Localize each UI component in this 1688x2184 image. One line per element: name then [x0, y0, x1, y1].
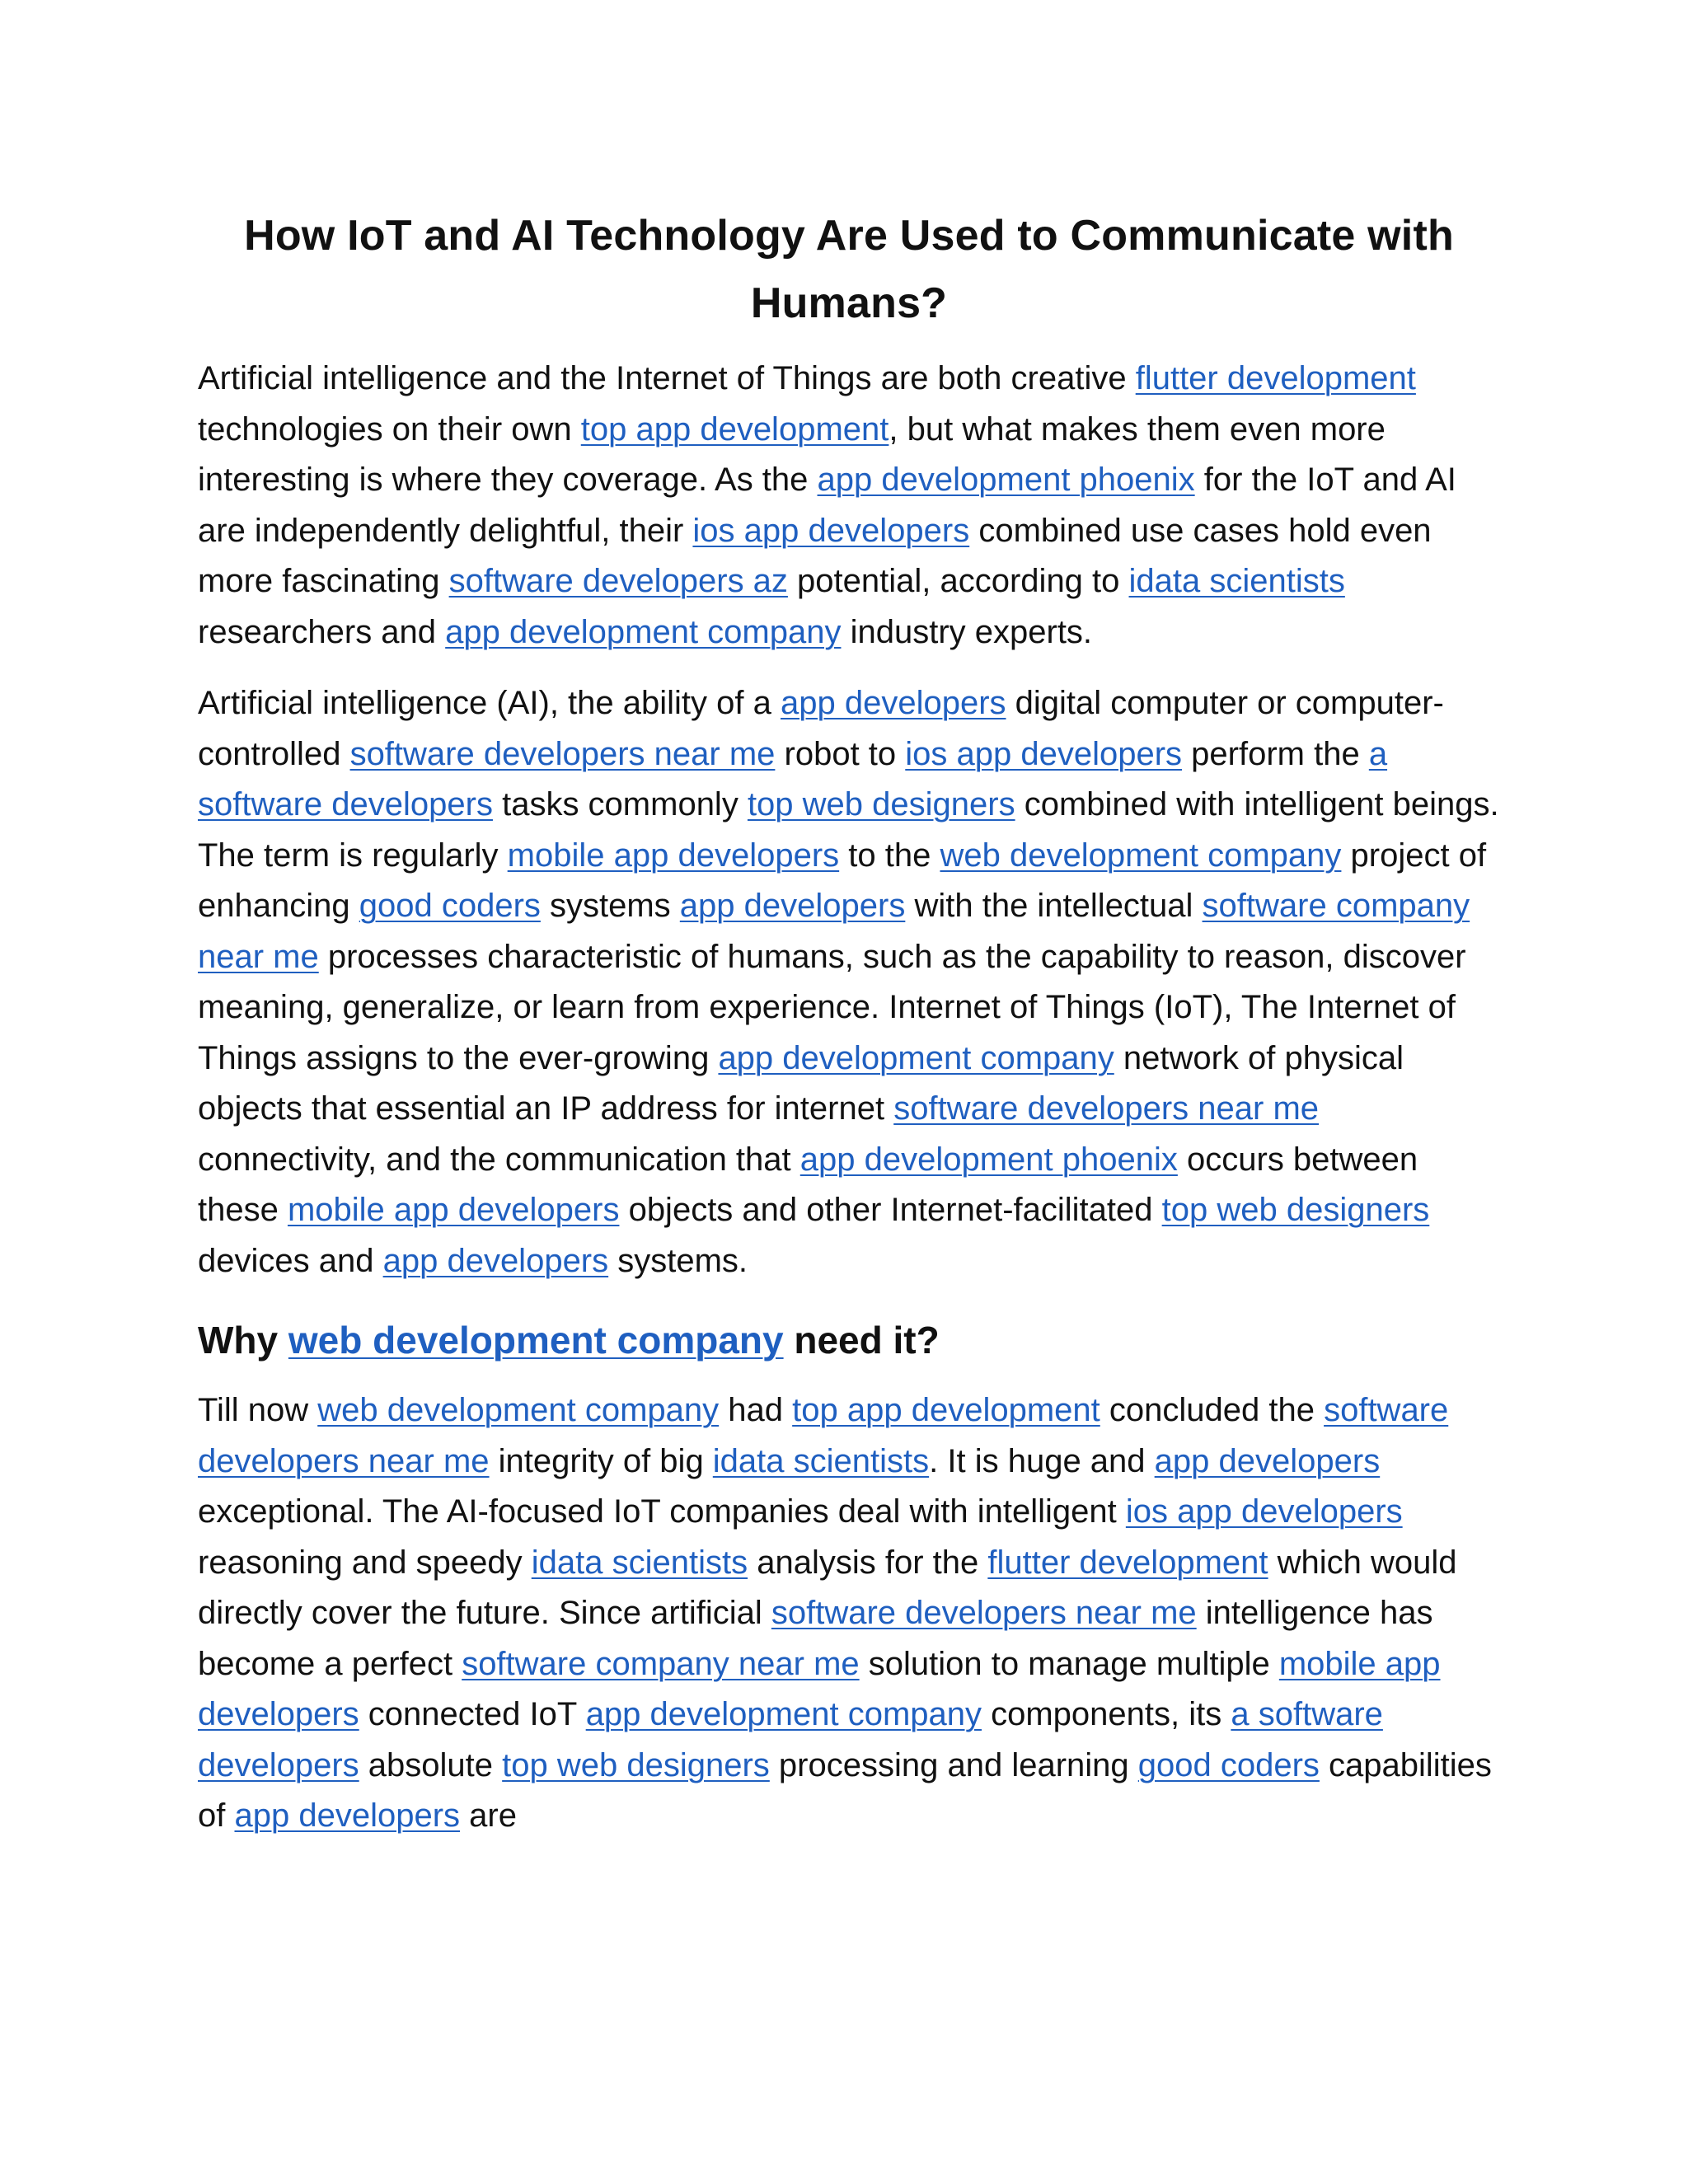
text-run: Artificial intelligence and the Internet of Things are both creative: [198, 360, 1136, 396]
inline-link[interactable]: software developers near me: [349, 735, 776, 772]
inline-link[interactable]: software company near me: [198, 888, 1470, 975]
text-run: researchers and: [198, 613, 446, 650]
text-run: connected IoT: [359, 1696, 586, 1732]
inline-link[interactable]: app developers: [382, 1242, 609, 1279]
paragraph-definitions: [198, 678, 1500, 1286]
text-run: combined use cases hold even more fascinating: [198, 512, 1432, 599]
inline-link[interactable]: software developers near me: [893, 1090, 1320, 1127]
inline-link[interactable]: app developers: [234, 1797, 461, 1834]
inline-link[interactable]: software developers az: [448, 563, 788, 599]
inline-link[interactable]: app development company: [585, 1696, 982, 1732]
text-run: . It is huge and: [929, 1442, 1155, 1479]
text-run: technologies on their own: [198, 410, 581, 448]
text-run: concluded the: [1100, 1392, 1325, 1428]
inline-link[interactable]: web development company: [317, 1392, 720, 1428]
text-run: had: [719, 1392, 793, 1428]
text-run: intelligence has become a perfect: [198, 1595, 1433, 1682]
paragraph-intro: [198, 354, 1500, 658]
text-run: , but what makes them even more interesting is where they coverage. As the: [198, 410, 1386, 498]
inline-link[interactable]: mobile app developers: [287, 1192, 620, 1228]
inline-link[interactable]: app development phoenix: [799, 1141, 1178, 1178]
text-run: industry experts.: [841, 613, 1093, 650]
text-run: integrity of big: [489, 1442, 713, 1479]
text-run: connectivity, and the communication that: [198, 1141, 800, 1178]
document-page: [198, 0, 1500, 1842]
inline-link[interactable]: mobile app developers: [507, 837, 840, 874]
inline-link[interactable]: ios app developers: [1125, 1493, 1403, 1530]
inline-link[interactable]: app development company: [718, 1039, 1114, 1076]
text-run: processing and learning: [769, 1746, 1138, 1783]
inline-link[interactable]: mobile app developers: [198, 1645, 1441, 1732]
text-run: potential, according to: [787, 563, 1129, 599]
inline-link[interactable]: app developers: [1154, 1442, 1381, 1479]
text-run: need it?: [783, 1319, 940, 1361]
inline-link[interactable]: ios app developers: [692, 512, 970, 549]
inline-link[interactable]: app developers: [780, 685, 1006, 721]
paragraph-why: [198, 1385, 1500, 1842]
inline-link[interactable]: idata scientists: [712, 1442, 930, 1479]
inline-link[interactable]: web development company: [288, 1319, 784, 1361]
text-run: capabilities of: [198, 1746, 1492, 1834]
inline-link[interactable]: software developers near me: [771, 1595, 1197, 1631]
text-run: combined with intelligent beings. The term is regularly: [198, 786, 1499, 874]
text-run: reasoning and speedy: [198, 1544, 532, 1581]
text-run: occurs between these: [198, 1141, 1418, 1228]
text-run: project of enhancing: [198, 837, 1487, 924]
text-run: Why: [198, 1319, 288, 1361]
inline-link[interactable]: a software developers: [198, 735, 1388, 823]
inline-link[interactable]: top app development: [580, 410, 889, 448]
text-run: devices and: [198, 1242, 383, 1279]
text-run: exceptional. The AI-focused IoT companies deal with intelligent: [198, 1493, 1126, 1530]
inline-link[interactable]: top web designers: [1161, 1192, 1430, 1228]
inline-link[interactable]: good coders: [359, 888, 541, 924]
text-run: digital computer or computer-controlled: [198, 685, 1444, 772]
text-run: systems: [540, 888, 680, 924]
inline-link[interactable]: idata scientists: [1128, 563, 1345, 599]
text-run: absolute: [359, 1746, 503, 1783]
inline-link[interactable]: flutter development: [1135, 360, 1416, 396]
text-run: tasks commonly: [492, 786, 748, 823]
inline-link[interactable]: app development company: [445, 613, 842, 650]
inline-link[interactable]: top web designers: [747, 786, 1015, 823]
text-run: analysis for the: [748, 1544, 988, 1581]
text-run: perform the: [1182, 735, 1369, 772]
text-run: Till now: [198, 1392, 318, 1428]
text-run: systems.: [608, 1242, 748, 1279]
inline-link[interactable]: ios app developers: [905, 735, 1183, 772]
text-run: solution to manage multiple: [859, 1645, 1279, 1682]
inline-link[interactable]: idata scientists: [531, 1544, 748, 1581]
text-run: processes characteristic of humans, such as the capability to reason, discover meaning, generalize, or learn from experience. Internet of Things (IoT), The Internet of Things assigns to the ever-growing: [198, 938, 1466, 1076]
section-heading: [198, 1311, 1500, 1369]
inline-link[interactable]: top app development: [792, 1392, 1100, 1428]
text-run: to the: [839, 837, 940, 874]
inline-link[interactable]: top web designers: [502, 1746, 770, 1783]
inline-link[interactable]: flutter development: [987, 1544, 1268, 1581]
inline-link[interactable]: app development phoenix: [817, 462, 1195, 498]
text-run: which would directly cover the future. Since artificial: [198, 1544, 1457, 1631]
inline-link[interactable]: a software developers: [198, 1696, 1383, 1783]
text-run: components, its: [982, 1696, 1231, 1732]
text-run: Artificial intelligence (AI), the ability of a: [198, 685, 781, 721]
inline-link[interactable]: web development company: [940, 837, 1342, 874]
inline-link[interactable]: software developers near me: [198, 1392, 1449, 1479]
inline-link[interactable]: app developers: [679, 888, 906, 924]
text-run: objects and other Internet-facilitated: [619, 1192, 1162, 1228]
text-run: network of physical objects that essential an IP address for internet: [198, 1039, 1404, 1127]
document-title: How IoT and AI Technology Are Used to Communicate with Humans?: [244, 212, 1454, 327]
text-run: with the intellectual: [905, 888, 1203, 924]
text-run: robot to: [775, 735, 906, 772]
text-run: for the IoT and AI are independently delightful, their: [198, 462, 1456, 549]
text-run: are: [460, 1797, 517, 1834]
inline-link[interactable]: good coders: [1137, 1746, 1320, 1783]
inline-link[interactable]: software company near me: [462, 1645, 860, 1682]
